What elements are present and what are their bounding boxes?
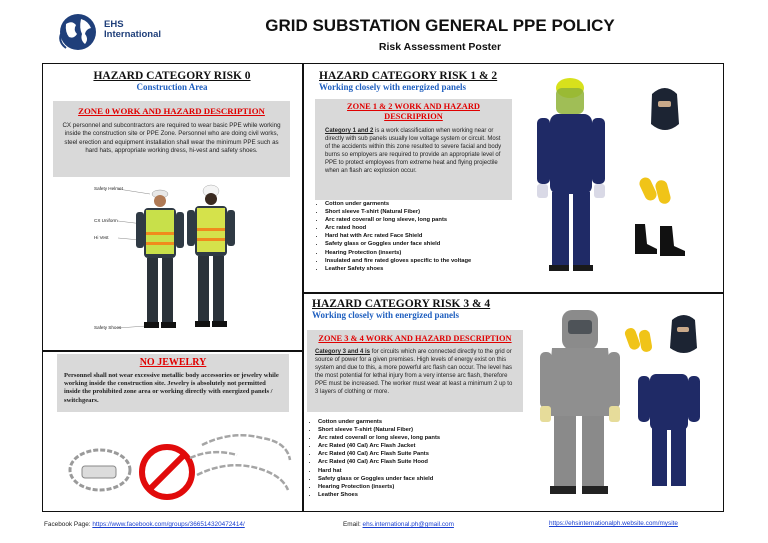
cat0-subtitle: Construction Area <box>136 82 208 92</box>
email-label: Email: <box>343 521 363 528</box>
footer-facebook <box>44 521 245 528</box>
cat34-ppe-list <box>306 418 528 499</box>
email-link[interactable]: ehs.international.ph@gmail.com <box>362 521 454 528</box>
cat12-ppe-list <box>313 200 525 273</box>
cat12-description <box>315 122 512 176</box>
no-jewelry-image <box>62 420 294 505</box>
list-item: • Arc rated hood <box>325 224 525 232</box>
list-item: • Safety glass or Goggles under face shield <box>318 475 528 483</box>
cat12-title: HAZARD CATEGORY RISK 1 & 2 <box>319 70 498 82</box>
list-item: • Hard hat <box>318 467 528 475</box>
list-item: • Arc Rated (40 Cal) Arc Flash Jacket <box>318 442 528 450</box>
company-logo <box>58 10 188 54</box>
cat12-description-text: is a work classification when working near or directly with sub panels usually low voltage system or circuit. Most of the accidents within this zone resulted to severe facial and body burns so employers are required to provide an appropriate level of PPE to protect employees from extreme heat and flying projectile when an flash arc explosion occur. <box>325 128 502 175</box>
list-item: • Hard hat with Arc rated Face Shield <box>325 232 525 240</box>
cat0-zone-heading: ZONE 0 WORK AND HAZARD DESCRIPTION <box>78 106 265 116</box>
label-safety-shoes: Safety Shoes <box>94 325 122 330</box>
cat0-description-box <box>53 101 290 177</box>
facebook-link[interactable]: https://www.facebook.com/groups/366514320472414/ <box>92 521 245 528</box>
brand-line-1: EHS <box>104 19 124 30</box>
left-row-divider <box>42 350 302 352</box>
list-item: • Leather Shoes <box>318 491 528 499</box>
cat34-lead: Category 3 and 4 is <box>315 349 371 355</box>
list-item: • Short sleeve T-shirt (Natural Fiber) <box>325 208 525 216</box>
list-item: • Arc rated coverall or long sleeve, long pants <box>318 434 528 442</box>
globe-logo-icon <box>58 12 98 52</box>
cat12-lead: Category 1 and 2 <box>325 128 374 134</box>
cat34-title: HAZARD CATEGORY RISK 3 & 4 <box>312 298 491 310</box>
cat34-description-text: for circuits which are connected directly to the grid or source of power for a given premises. High levels of energy exist on this system and due to this, a more powerful arc flash can occur. The level has the most potential for lethal injury from a very intense arc flash, therefore PPE must be increased. The worker must wear at least a minimum 2 up to 3 layers of clothing or more. <box>315 349 513 396</box>
cat34-description-box <box>307 330 523 412</box>
cat12-zone-heading <box>315 102 512 122</box>
cat34-header <box>312 298 490 320</box>
cat12-subtitle: Working closely with energized panels <box>319 82 466 92</box>
cat0-description: CX personnel and subcontractors are required to wear basic PPE while working inside the construction site or PPE Zone. Personnel who are doing civil works, steel erection and equipment installation shall wear the minimum PPE such as hard hats, appropriate working dress, hi-vest and safety shoes. <box>62 122 281 155</box>
arc-flash-suit-image <box>532 306 720 506</box>
cat12-zone-heading-line1: ZONE 1 & 2 WORK AND HAZARD <box>347 102 480 111</box>
cat34-zone-heading: ZONE 3 & 4 WORK AND HAZARD DESCRIPTION <box>318 334 512 343</box>
label-hi-vest: Hi Vest <box>94 235 109 240</box>
cat12-zone-heading-line2: DESCRIPRION <box>384 112 443 121</box>
website-link[interactable]: https://ehsinternationalph.website.com/mysite <box>549 520 678 527</box>
list-item: • Short sleeve T-shirt (Natural Fiber) <box>318 426 528 434</box>
cat34-subtitle: Working closely with energized panels <box>312 310 459 320</box>
cat12-description-box <box>315 99 512 200</box>
jewelry-text: Personnel shall not wear excessive metallic body accessories or jewelry while working inside the construction site. Jewelry is absolutely not permitted inside the prohibited zone area or working directly with energized panels / switchgears. <box>64 372 279 404</box>
list-item: • Cotton under garments <box>325 200 525 208</box>
list-item: • Hearing Protection (inserts) <box>325 249 525 257</box>
cat0-header <box>44 70 300 92</box>
footer-website <box>549 520 678 527</box>
page-subtitle: Risk Assessment Poster <box>378 41 502 53</box>
page-title: GRID SUBSTATION GENERAL PPE POLICY <box>265 16 615 35</box>
facebook-label: Facebook Page: <box>44 521 93 528</box>
cat0-title: HAZARD CATEGORY RISK 0 <box>93 70 251 82</box>
cat12-header <box>319 70 497 92</box>
column-divider <box>302 63 304 512</box>
cat34-description <box>307 343 523 397</box>
list-item: • Arc Rated (40 Cal) Arc Flash Suite Hood <box>318 458 528 466</box>
list-item: • Arc rated coverall or long sleeve, long pants <box>325 216 525 224</box>
jewelry-box <box>57 354 289 412</box>
list-item: • Safety glass or Goggles under face shield <box>325 240 525 248</box>
brand-line-2: International <box>104 29 162 40</box>
list-item: • Insulated and fire rated gloves specific to the voltage <box>325 257 525 265</box>
label-safety-helmet: Safety Helmet <box>94 186 123 191</box>
list-item: • Arc Rated (40 Cal) Arc Flash Suite Pants <box>318 450 528 458</box>
jewelry-heading: NO JEWELRY <box>139 357 207 368</box>
list-item: • Cotton under garments <box>318 418 528 426</box>
list-item: • Leather Safety shoes <box>325 265 525 273</box>
list-item: • Hearing Protection (inserts) <box>318 483 528 491</box>
arc-rated-ppe-image <box>525 74 720 288</box>
footer-email <box>343 521 454 528</box>
workers-ppe-image <box>88 180 288 340</box>
label-cx-uniform: CX Uniform <box>94 218 118 223</box>
right-row-divider <box>302 292 724 294</box>
